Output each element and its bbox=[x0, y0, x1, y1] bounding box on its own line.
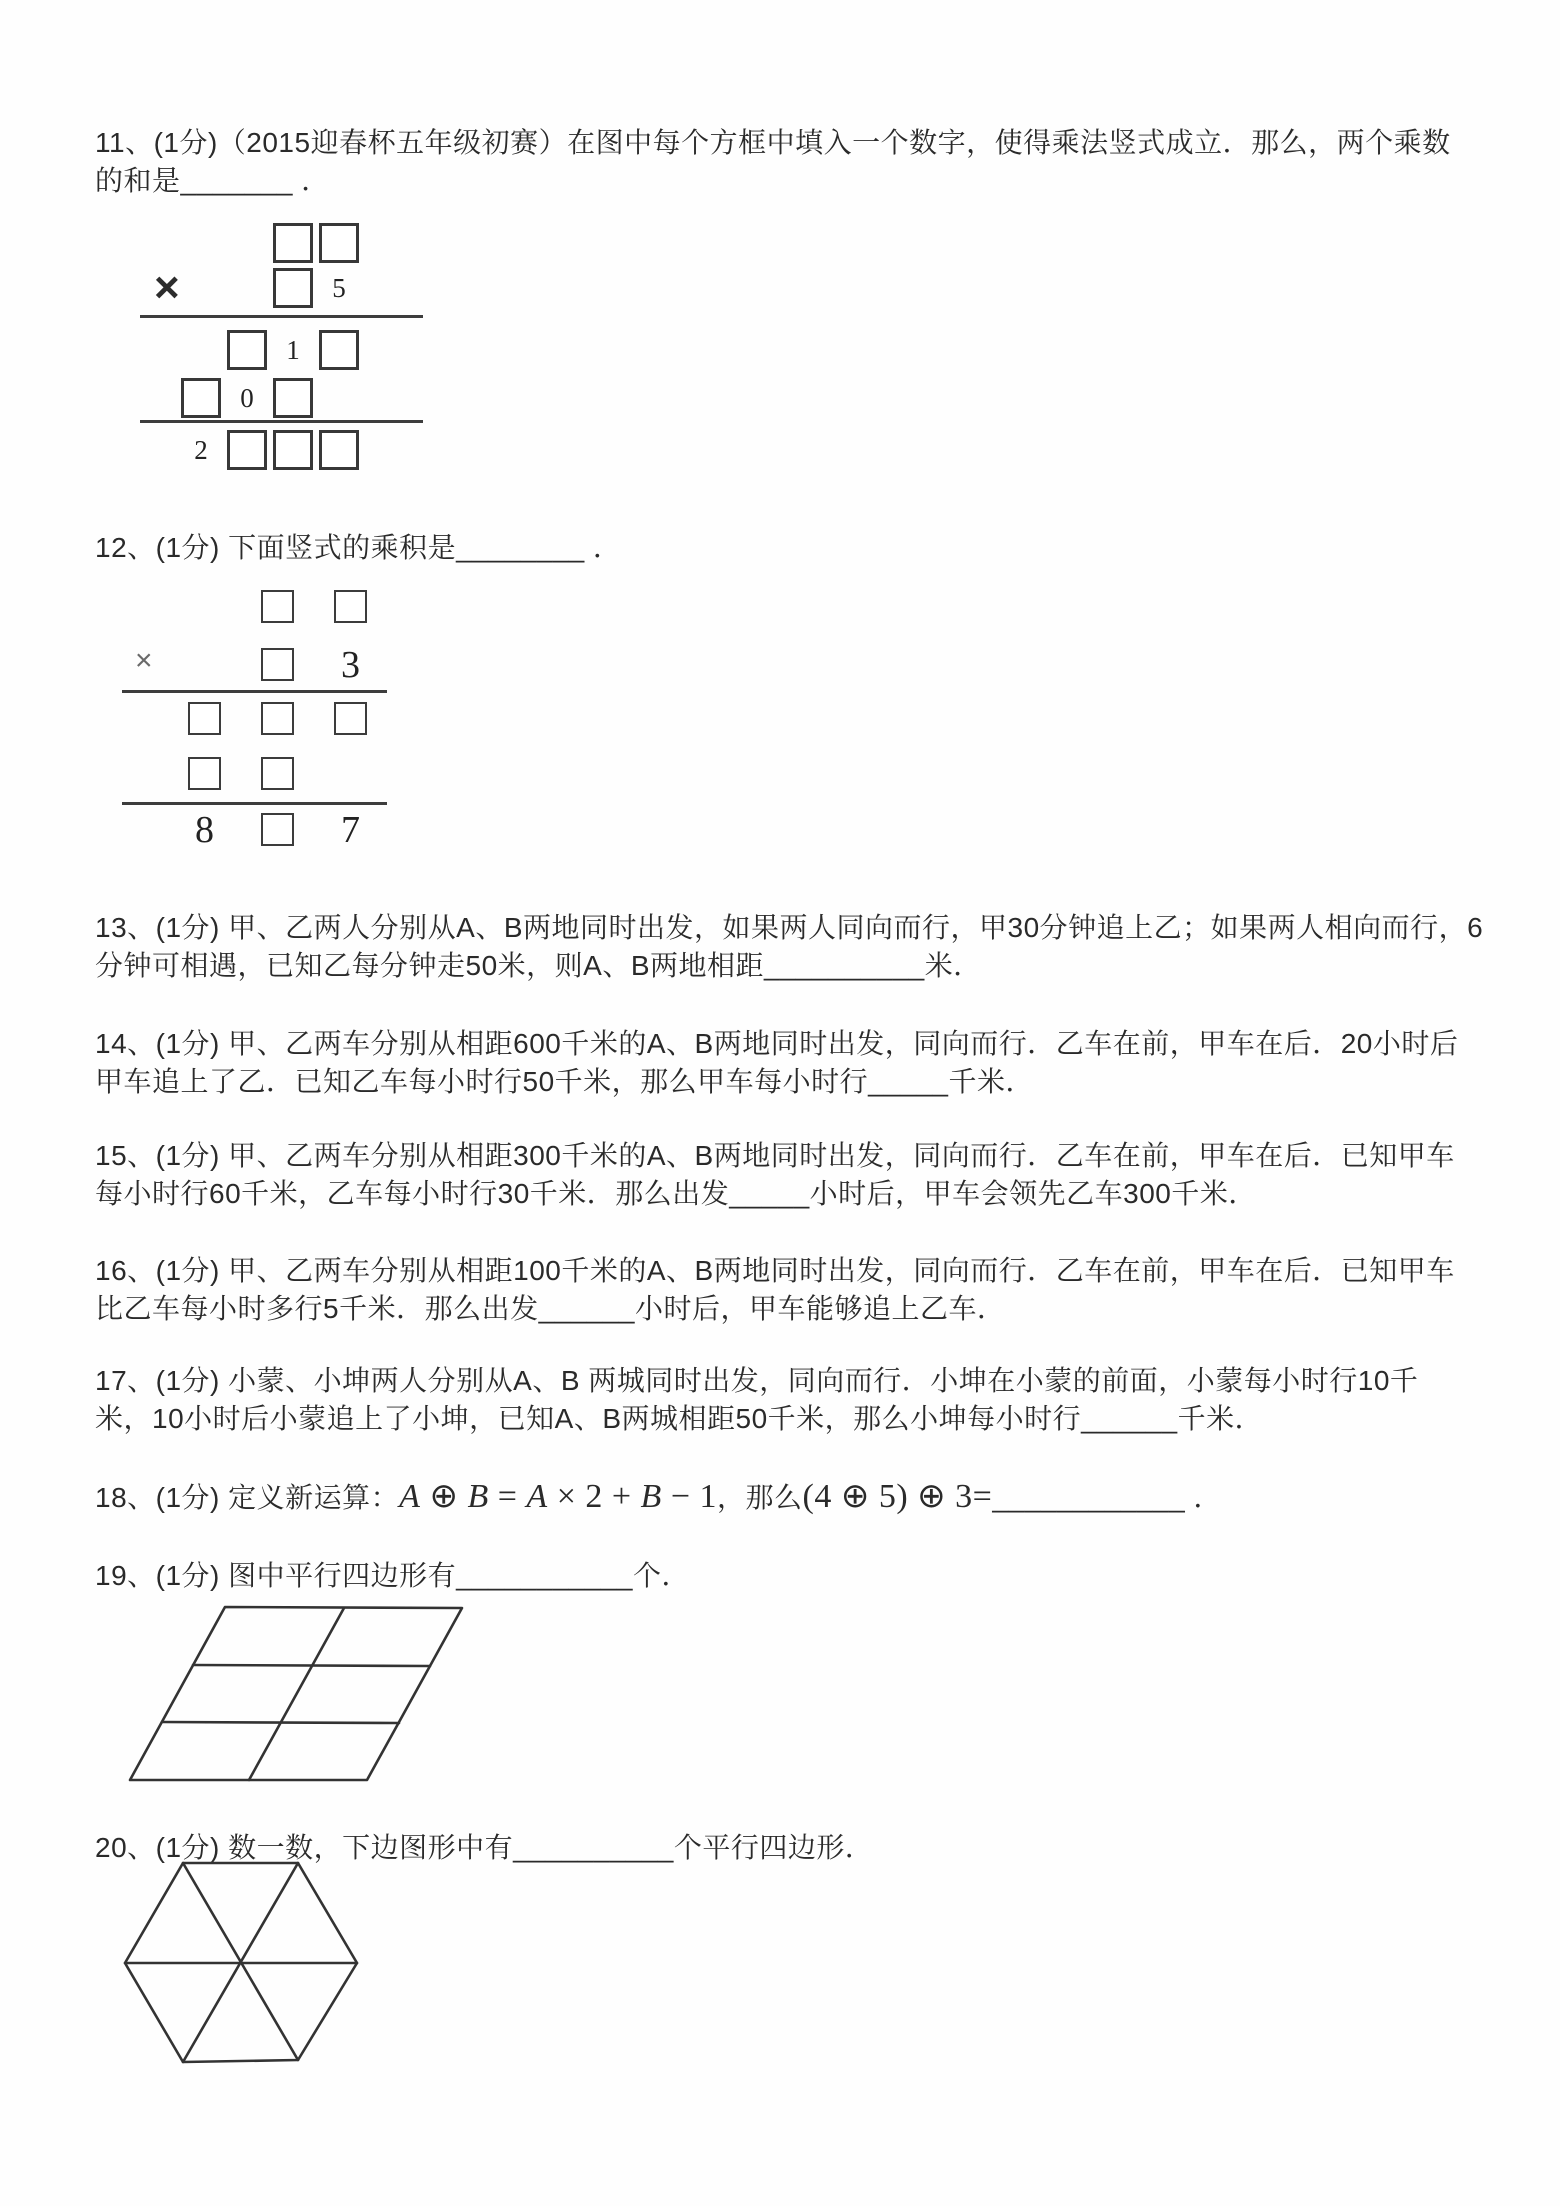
digit-box-cell bbox=[314, 590, 387, 623]
given-digit: 8 bbox=[195, 808, 214, 851]
question-18-segment: 18、(1分) 定义新运算： bbox=[95, 1482, 400, 1513]
digit-box-cell bbox=[270, 268, 316, 308]
question-18-segment: ，那么 bbox=[717, 1482, 803, 1513]
digit-box bbox=[319, 223, 359, 263]
digit-box bbox=[273, 378, 313, 418]
question-13-line-2: 分钟可相遇，已知乙每分钟走50米，则A、B两地相距__________米． bbox=[95, 950, 982, 981]
digit-box-cell bbox=[270, 223, 316, 263]
question-18 bbox=[95, 1477, 1222, 1518]
given-digit: 5 bbox=[332, 272, 346, 303]
question-12-line-1: 12、(1分) 下面竖式的乘积是________ ． bbox=[95, 532, 622, 563]
digit-box bbox=[319, 330, 359, 370]
mult-row bbox=[140, 378, 362, 418]
digit-box bbox=[181, 378, 221, 418]
question-18-segment: A bbox=[526, 1478, 548, 1515]
digit-box bbox=[188, 702, 221, 735]
digit-box-cell bbox=[168, 702, 241, 735]
question-15 bbox=[95, 1137, 1455, 1213]
question-17 bbox=[95, 1362, 1418, 1438]
question-18-segment: A bbox=[399, 1478, 421, 1515]
empty-cell bbox=[224, 268, 270, 308]
given-digit: 2 bbox=[194, 434, 208, 465]
multiply-sign: × bbox=[135, 644, 153, 677]
question-14-line-1: 14、(1分) 甲、乙两车分别从相距600千米的A、B两地同时出发，同向而行．乙车在前，甲车在后．20小时后 bbox=[95, 1028, 1459, 1059]
mult-row bbox=[122, 643, 387, 686]
question-18-segment: = bbox=[488, 1478, 527, 1515]
given-digit: 7 bbox=[341, 808, 360, 851]
digit-box bbox=[334, 590, 367, 623]
digit-box-cell bbox=[316, 223, 362, 263]
given-digit: 0 bbox=[240, 382, 254, 413]
mult-row bbox=[122, 702, 387, 735]
question-18-segment: × 2 + bbox=[547, 1478, 641, 1515]
question-11-line-1: 11、(1分)（2015迎春杯五年级初赛）在图中每个方框中填入一个数字，使得乘法竖式成立．那么，两个乘数 bbox=[95, 127, 1451, 158]
digit-box bbox=[261, 648, 294, 681]
question-16 bbox=[95, 1252, 1455, 1328]
multiplication-figure-q11 bbox=[140, 222, 423, 474]
digit-box-cell bbox=[241, 813, 314, 846]
question-19-line-1: 19、(1分) 图中平行四边形有___________个． bbox=[95, 1560, 690, 1591]
grid-horizontal-divider-2 bbox=[162, 1722, 399, 1723]
multiplication-figure-q12 bbox=[122, 588, 387, 850]
digit-box-cell bbox=[316, 330, 362, 370]
empty-cell bbox=[224, 223, 270, 263]
given-digit: 1 bbox=[286, 334, 300, 365]
digit-box-cell bbox=[241, 648, 314, 681]
question-18-segment: (4 ⊕ 5) ⊕ 3= bbox=[802, 1478, 993, 1515]
digit-box-cell bbox=[178, 378, 224, 418]
digit-box bbox=[261, 702, 294, 735]
product-line bbox=[122, 690, 387, 693]
digit-box-cell bbox=[241, 590, 314, 623]
question-15-line-1: 15、(1分) 甲、乙两车分别从相距300千米的A、B两地同时出发，同向而行．乙车在前，甲车在后．已知甲车 bbox=[95, 1140, 1455, 1171]
question-18-segment: ⊕ bbox=[420, 1478, 468, 1515]
mult-row bbox=[122, 590, 387, 623]
question-19 bbox=[95, 1557, 690, 1595]
hexagon-triangles-figure bbox=[115, 1850, 375, 2075]
question-18-segment: B bbox=[640, 1478, 662, 1515]
mult-row bbox=[140, 330, 362, 370]
digit-box bbox=[261, 590, 294, 623]
digit-box-cell bbox=[270, 378, 316, 418]
question-11 bbox=[95, 124, 1451, 200]
empty-cell bbox=[168, 590, 241, 623]
digit-box bbox=[227, 430, 267, 470]
multiply-sign: × bbox=[154, 263, 180, 312]
digit-box-cell bbox=[224, 430, 270, 470]
question-20-line-1: 20、(1分) 数一数，下边图形中有__________个平行四边形． bbox=[95, 1832, 874, 1863]
digit-box bbox=[227, 330, 267, 370]
digit-box bbox=[273, 268, 313, 308]
mult-row bbox=[140, 223, 362, 263]
empty-cell bbox=[178, 330, 224, 370]
digit-box-cell bbox=[224, 330, 270, 370]
grid-horizontal-divider-1 bbox=[193, 1665, 430, 1666]
mult-row bbox=[122, 808, 387, 851]
empty-cell bbox=[178, 268, 224, 308]
question-17-line-1: 17、(1分) 小蒙、小坤两人分别从A、B 两城同时出发，同向而行．小坤在小蒙的前面，小蒙每小时行10千 bbox=[95, 1365, 1419, 1396]
empty-cell bbox=[178, 223, 224, 263]
question-12 bbox=[95, 529, 622, 567]
digit-box-cell bbox=[314, 702, 387, 735]
question-16-line-1: 16、(1分) 甲、乙两车分别从相距100千米的A、B两地同时出发，同向而行．乙车在前，甲车在后．已知甲车 bbox=[95, 1255, 1455, 1286]
digit-box-cell bbox=[270, 430, 316, 470]
digit-box-cell bbox=[168, 757, 241, 790]
digit-box bbox=[261, 757, 294, 790]
question-16-line-2: 比乙车每小时多行5千米．那么出发______小时后，甲车能够追上乙车． bbox=[95, 1293, 1006, 1324]
grid-slant-divider bbox=[249, 1608, 344, 1780]
question-14 bbox=[95, 1025, 1458, 1101]
question-14-line-2: 甲车追上了乙．已知乙车每小时行50千米，那么甲车每小时行_____千米． bbox=[95, 1066, 1035, 1097]
empty-cell bbox=[168, 648, 241, 681]
question-15-line-2: 每小时行60千米，乙车每小时行30千米．那么出发_____小时后，甲车会领先乙车300千米． bbox=[95, 1178, 1257, 1209]
digit-box bbox=[261, 813, 294, 846]
digit-box bbox=[319, 430, 359, 470]
digit-box-cell bbox=[241, 757, 314, 790]
question-17-line-2: 米，10小时后小蒙追上了小坤，已知A、B两城相距50千米，那么小坤每小时行______千米． bbox=[95, 1403, 1264, 1434]
mult-row bbox=[140, 430, 362, 470]
product-line bbox=[140, 420, 423, 423]
digit-box bbox=[334, 702, 367, 735]
question-18-segment: ____________ ． bbox=[992, 1482, 1222, 1513]
digit-box bbox=[273, 430, 313, 470]
empty-cell bbox=[314, 757, 387, 790]
digit-box bbox=[188, 757, 221, 790]
product-line bbox=[122, 802, 387, 805]
question-13 bbox=[95, 909, 1483, 985]
product-line bbox=[140, 315, 423, 318]
question-18-segment: − 1 bbox=[661, 1478, 718, 1515]
parallelogram-grid-figure bbox=[120, 1595, 480, 1795]
mult-row bbox=[122, 757, 387, 790]
question-11-line-2: 的和是_______ ． bbox=[95, 165, 330, 196]
given-digit: 3 bbox=[341, 643, 360, 686]
digit-box bbox=[273, 223, 313, 263]
empty-cell bbox=[316, 378, 362, 418]
question-13-line-1: 13、(1分) 甲、乙两人分别从A、B两地同时出发，如果两人同向而行，甲30分钟追上乙；如果两人相向而行，6 bbox=[95, 912, 1484, 943]
digit-box-cell bbox=[241, 702, 314, 735]
digit-box-cell bbox=[316, 430, 362, 470]
question-18-segment: B bbox=[467, 1478, 489, 1515]
